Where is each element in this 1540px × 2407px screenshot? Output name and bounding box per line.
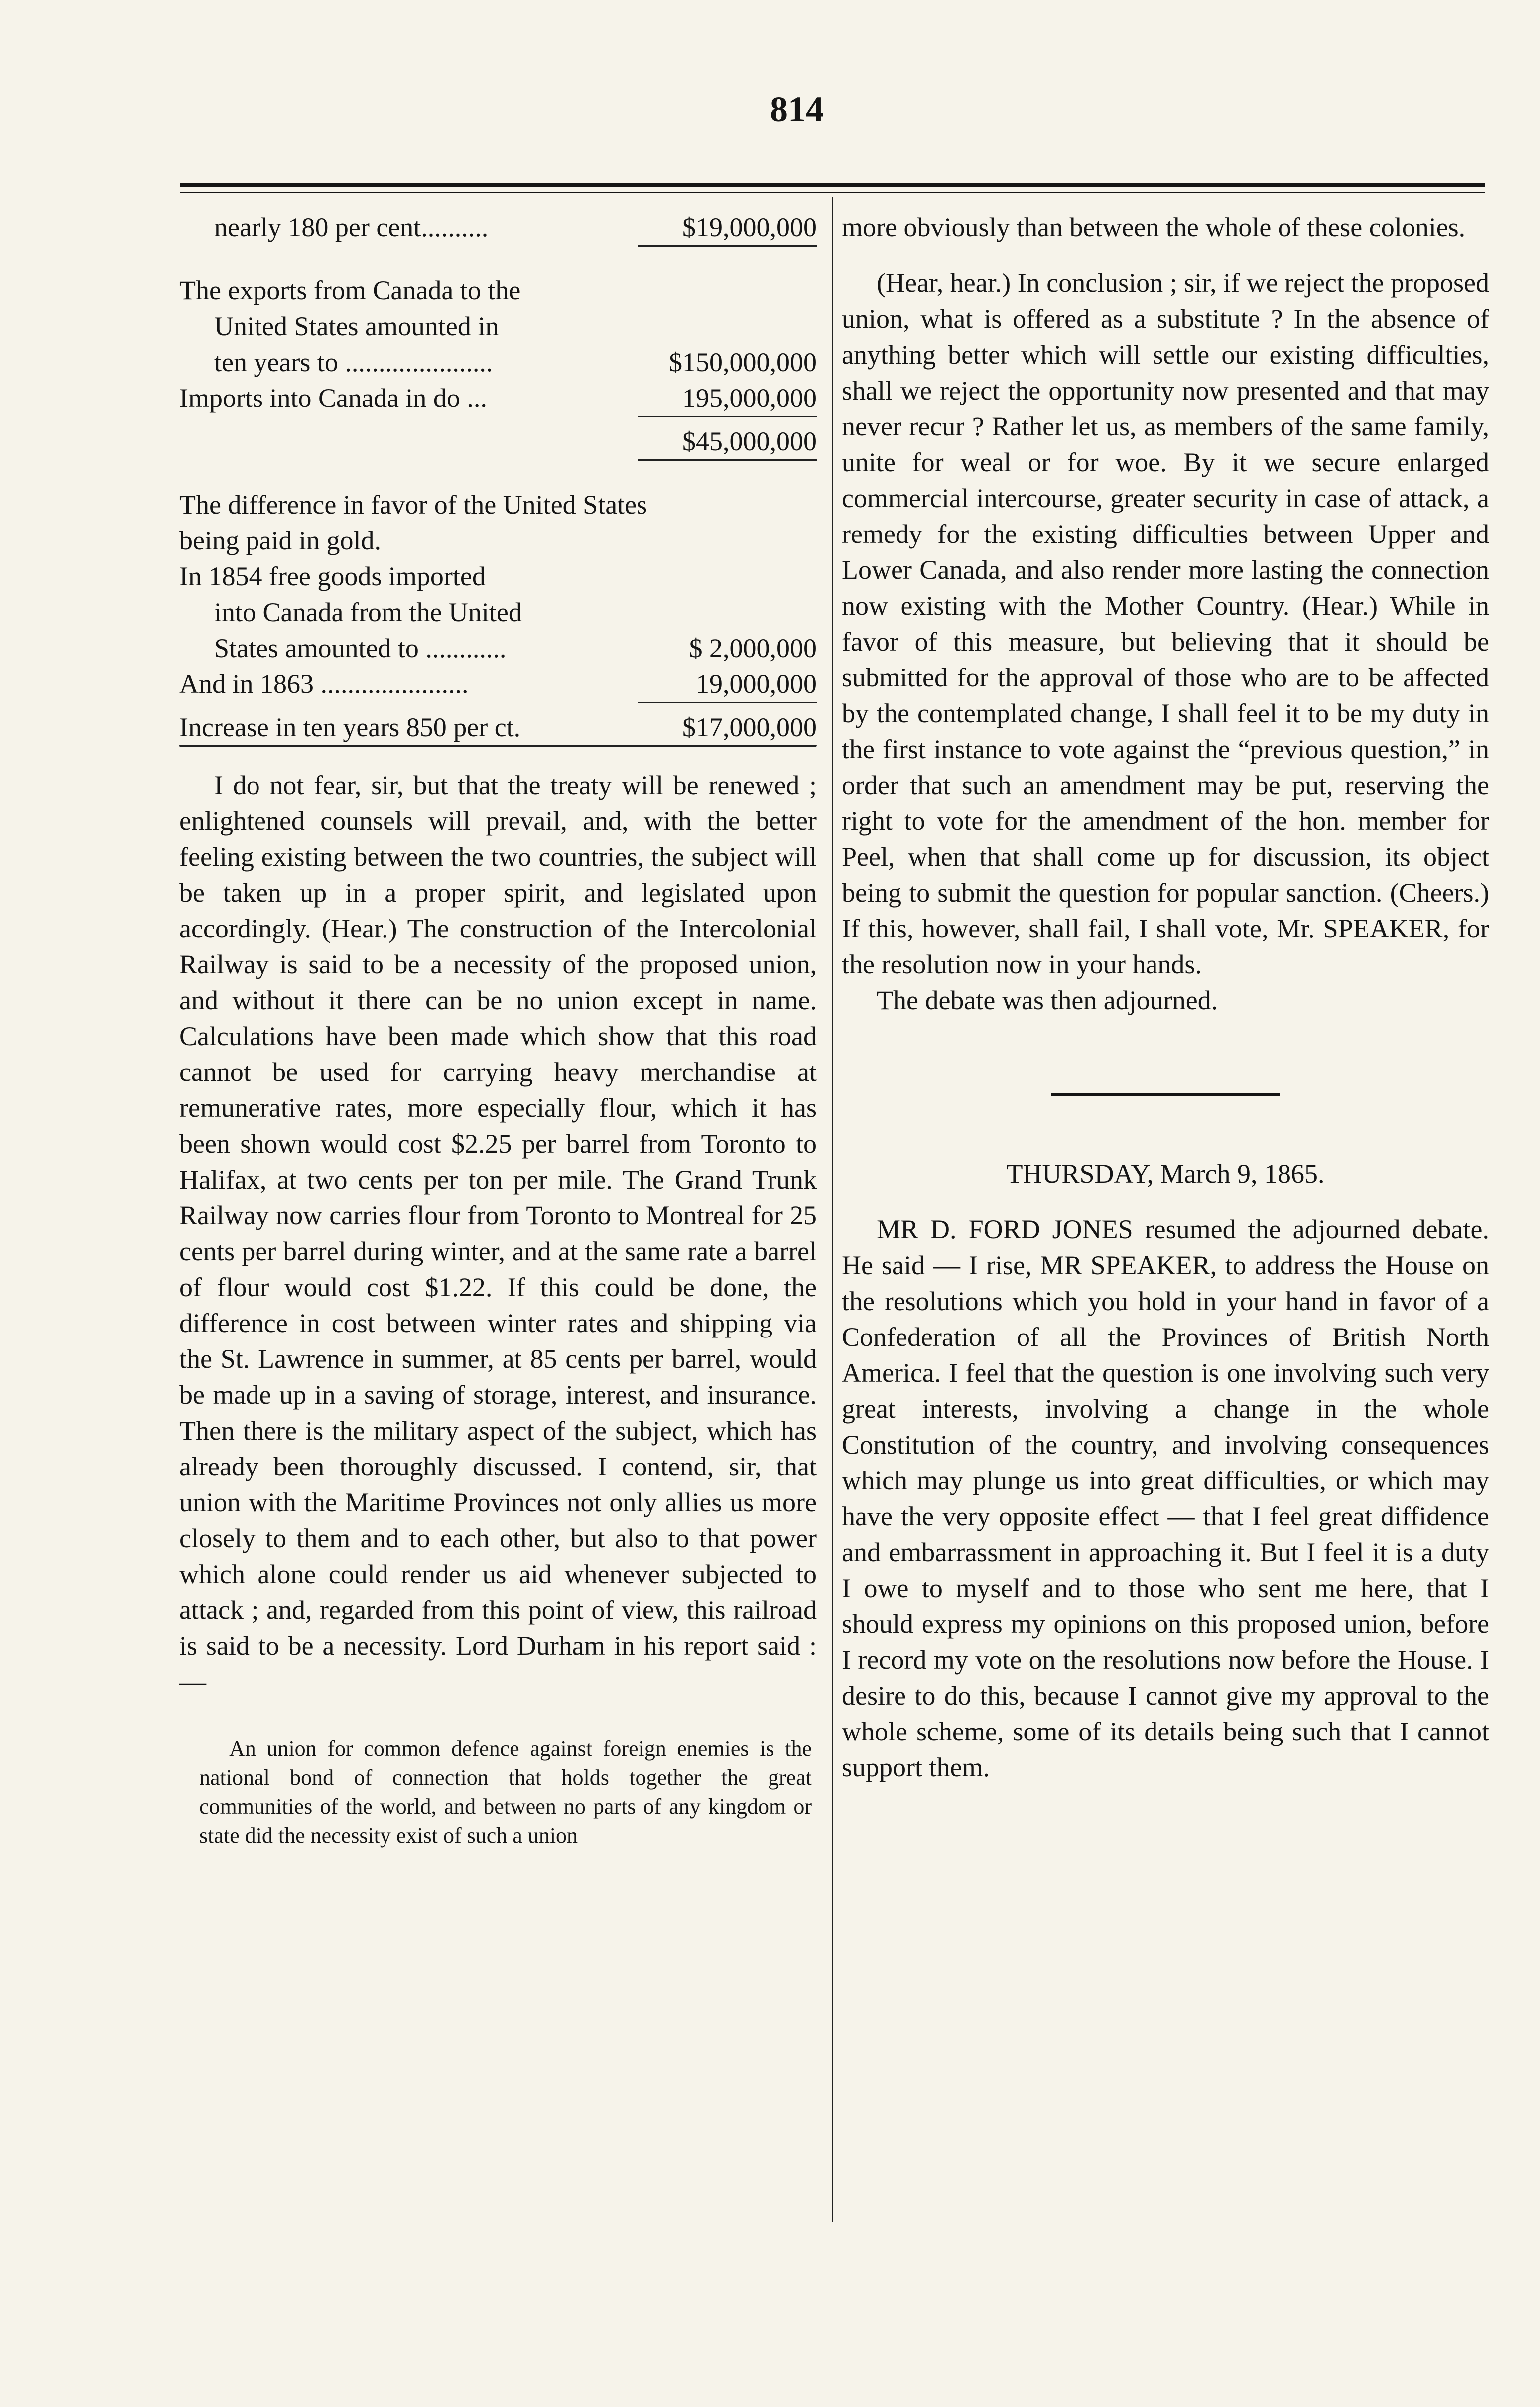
header-rule <box>180 183 1485 193</box>
value-underline <box>638 702 817 709</box>
body-paragraph: MR D. FORD JONES resumed the adjourned debate. He said — I rise, MR SPEAKER, to address the House on the resolutions which you hold in your hand in favor of a Confederation of all the Provinces of British North America. I feel that the question is one involving such very great interests, involving a change in the whole Constitution of the country, and involving consequences which may plunge us into great difficulties, or which may have the very opposite effect — that I feel great diffidence and embarrassment in approaching it. But I feel it is a duty I owe to myself and to those who sent me here, that I should express my opinions on this proposed union, before I record my vote on the resolutions now before the House. I desire to do this, because I cannot give my approval to the whole scheme, some of its details being such that I cannot support them. <box>842 1214 1489 1782</box>
stat-row-exports <box>179 344 817 380</box>
stat-label: And in 1863 ...................... <box>179 669 469 699</box>
stat-label: nearly 180 per cent.......... <box>214 212 489 242</box>
column-divider <box>832 197 833 2222</box>
difference-text: The difference in favor of the United States <box>179 490 647 520</box>
value-underline <box>638 459 817 467</box>
stat-label: Increase in ten years 850 per ct. <box>179 712 521 742</box>
stat-line-exports-2: United States amounted in <box>214 311 499 341</box>
stat-value: 19,000,000 <box>696 669 817 699</box>
free-goods-line-2: into Canada from the United <box>214 597 522 627</box>
stat-row-increase <box>179 709 817 745</box>
stat-value: $150,000,000 <box>669 347 817 377</box>
value-underline <box>638 416 817 423</box>
stat-value: $19,000,000 <box>682 212 817 242</box>
section-separator <box>1051 1093 1280 1096</box>
right-column <box>842 209 1489 2222</box>
difference-text-2: being paid in gold. <box>179 526 381 555</box>
stat-row-free-1863 <box>179 666 817 702</box>
left-column <box>179 209 817 2222</box>
free-goods-line: In 1854 free goods imported <box>179 561 486 591</box>
stat-row-free-1854 <box>179 630 817 666</box>
dateline: THURSDAY, March 9, 1865. <box>1006 1159 1325 1189</box>
block-quote: An union for common defence against foreign enemies is the national bond of connection that holds together the great communities of the world, and between no parts of any kingdom or state did the necessity exist of such a union <box>199 1737 812 1848</box>
stat-label: Imports into Canada in do ... <box>179 383 487 413</box>
stat-value: $45,000,000 <box>682 426 817 456</box>
stat-row-imports <box>179 380 817 416</box>
stat-label: States amounted to ............ <box>214 633 507 663</box>
adjournment-note: The debate was then adjourned. <box>877 985 1218 1015</box>
value-underline <box>638 245 817 253</box>
page-number: 814 <box>770 89 824 129</box>
stat-row-difference <box>179 423 817 459</box>
stat-value: $ 2,000,000 <box>689 633 817 663</box>
stat-line-exports: The exports from Canada to the <box>179 275 521 305</box>
stat-row-nearly <box>179 209 817 245</box>
stat-value: 195,000,000 <box>682 383 817 413</box>
body-paragraph-continued: more obviously than between the whole of these colonies. <box>842 212 1466 242</box>
body-paragraph: (Hear, hear.) In conclusion ; sir, if we reject the proposed union, what is offered as a substitute ? In the absence of anything better which will settle our existing difficulties, shall we reject the opportunity now presented and that may never recur ? Rather let us, as members of the same family, unite for weal or for woe. By it we secure enlarged commercial intercourse, greater security in case of attack, a remedy for the existing difficulties between Upper and Lower Canada, and also render more lasting the connection now existing with the Mother Country. (Hear.) While in favor of this measure, but believing that it should be submitted for the approval of those who are to be affected by the contemplated change, I shall feel it to be my duty in the first instance to vote against the “previous question,” in order that such an amendment may be put, reserving the right to vote for the amendment of the hon. member for Peel, when that shall come up for discussion, its object being to submit the question for popular sanction. (Cheers.) If this, however, shall fail, I shall vote, Mr. SPEAKER, for the resolution now in your hands. <box>842 268 1489 979</box>
body-paragraph: I do not fear, sir, but that the treaty will be renewed ; enlightened counsels will prevail, and, with the better feeling existing between the two countries, the subject will be taken up in a proper spirit, and legislated upon accordingly. (Hear.) The construction of the Intercolonial Railway is said to be a necessity of the proposed union, and without it there can be no union except in name. Calculations have been made which show that this road cannot be used for carrying heavy merchandise at remunerative rates, more especially flour, which it has been shown would cost $2.25 per barrel from Toronto to Halifax, at two cents per ton per mile. The Grand Trunk Railway now carries flour from Toronto to Montreal for 25 cents per barrel during winter, and at the same rate a barrel of flour would cost $1.22. If this could be done, the difference in cost between winter rates and shipping via the St. Lawrence in summer, at 85 cents per barrel, would be made up in a saving of storage, interest, and insurance. Then there is the military aspect of the subject, which has already been thoroughly discussed. I contend, sir, that union with the Maritime Provinces not only allies us more closely to them and to each other, but also to that power which alone could render us aid whenever subjected to attack ; and, regarded from this point of view, this railroad is said to be a necessity. Lord Durham in his report said :— <box>179 770 817 1697</box>
stat-value: $17,000,000 <box>682 712 817 742</box>
stat-label: ten years to ...................... <box>214 347 493 377</box>
